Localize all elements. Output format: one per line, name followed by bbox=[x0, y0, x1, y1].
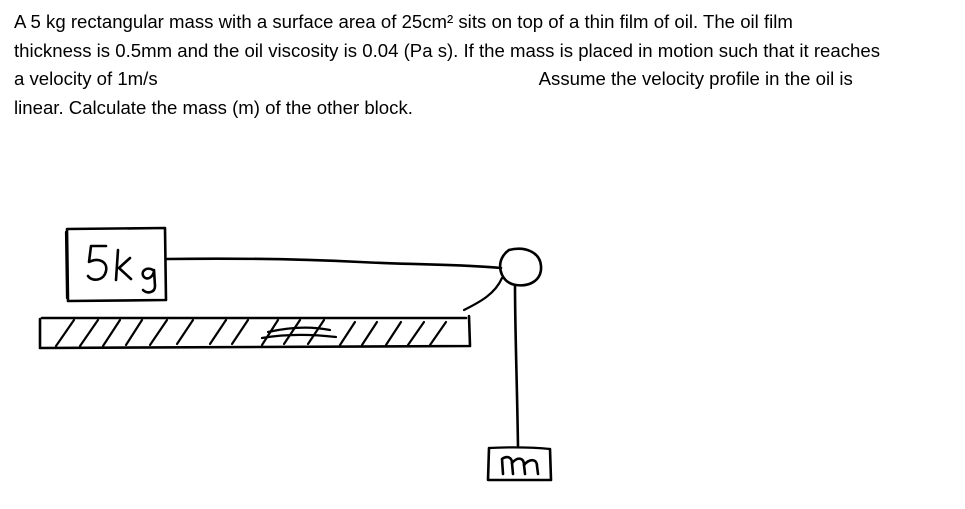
string-horizontal bbox=[166, 259, 501, 268]
hanging-block bbox=[488, 447, 551, 480]
hanging-block-label bbox=[502, 457, 538, 474]
problem-line-3-start: a velocity of 1m/s bbox=[14, 68, 158, 89]
problem-line-4: linear. Calculate the mass (m) of the other block. bbox=[14, 96, 413, 118]
problem-line-2: thickness is 0.5mm and the oil viscosity is 0.04 (Pa s). If the mass is placed in motion such that it reaches bbox=[14, 39, 881, 61]
string-diagonal bbox=[464, 278, 502, 310]
block-5kg-label bbox=[88, 246, 155, 292]
oil-film-surface bbox=[40, 316, 470, 348]
pulley bbox=[500, 249, 541, 286]
problem-line-1: A 5 kg rectangular mass with a surface area of 25cm² sits on top of a thin film of oil. The oil film bbox=[14, 11, 793, 32]
problem-line-3-end: Assume the velocity profile in the oil is bbox=[538, 68, 853, 89]
string-vertical bbox=[515, 285, 518, 447]
